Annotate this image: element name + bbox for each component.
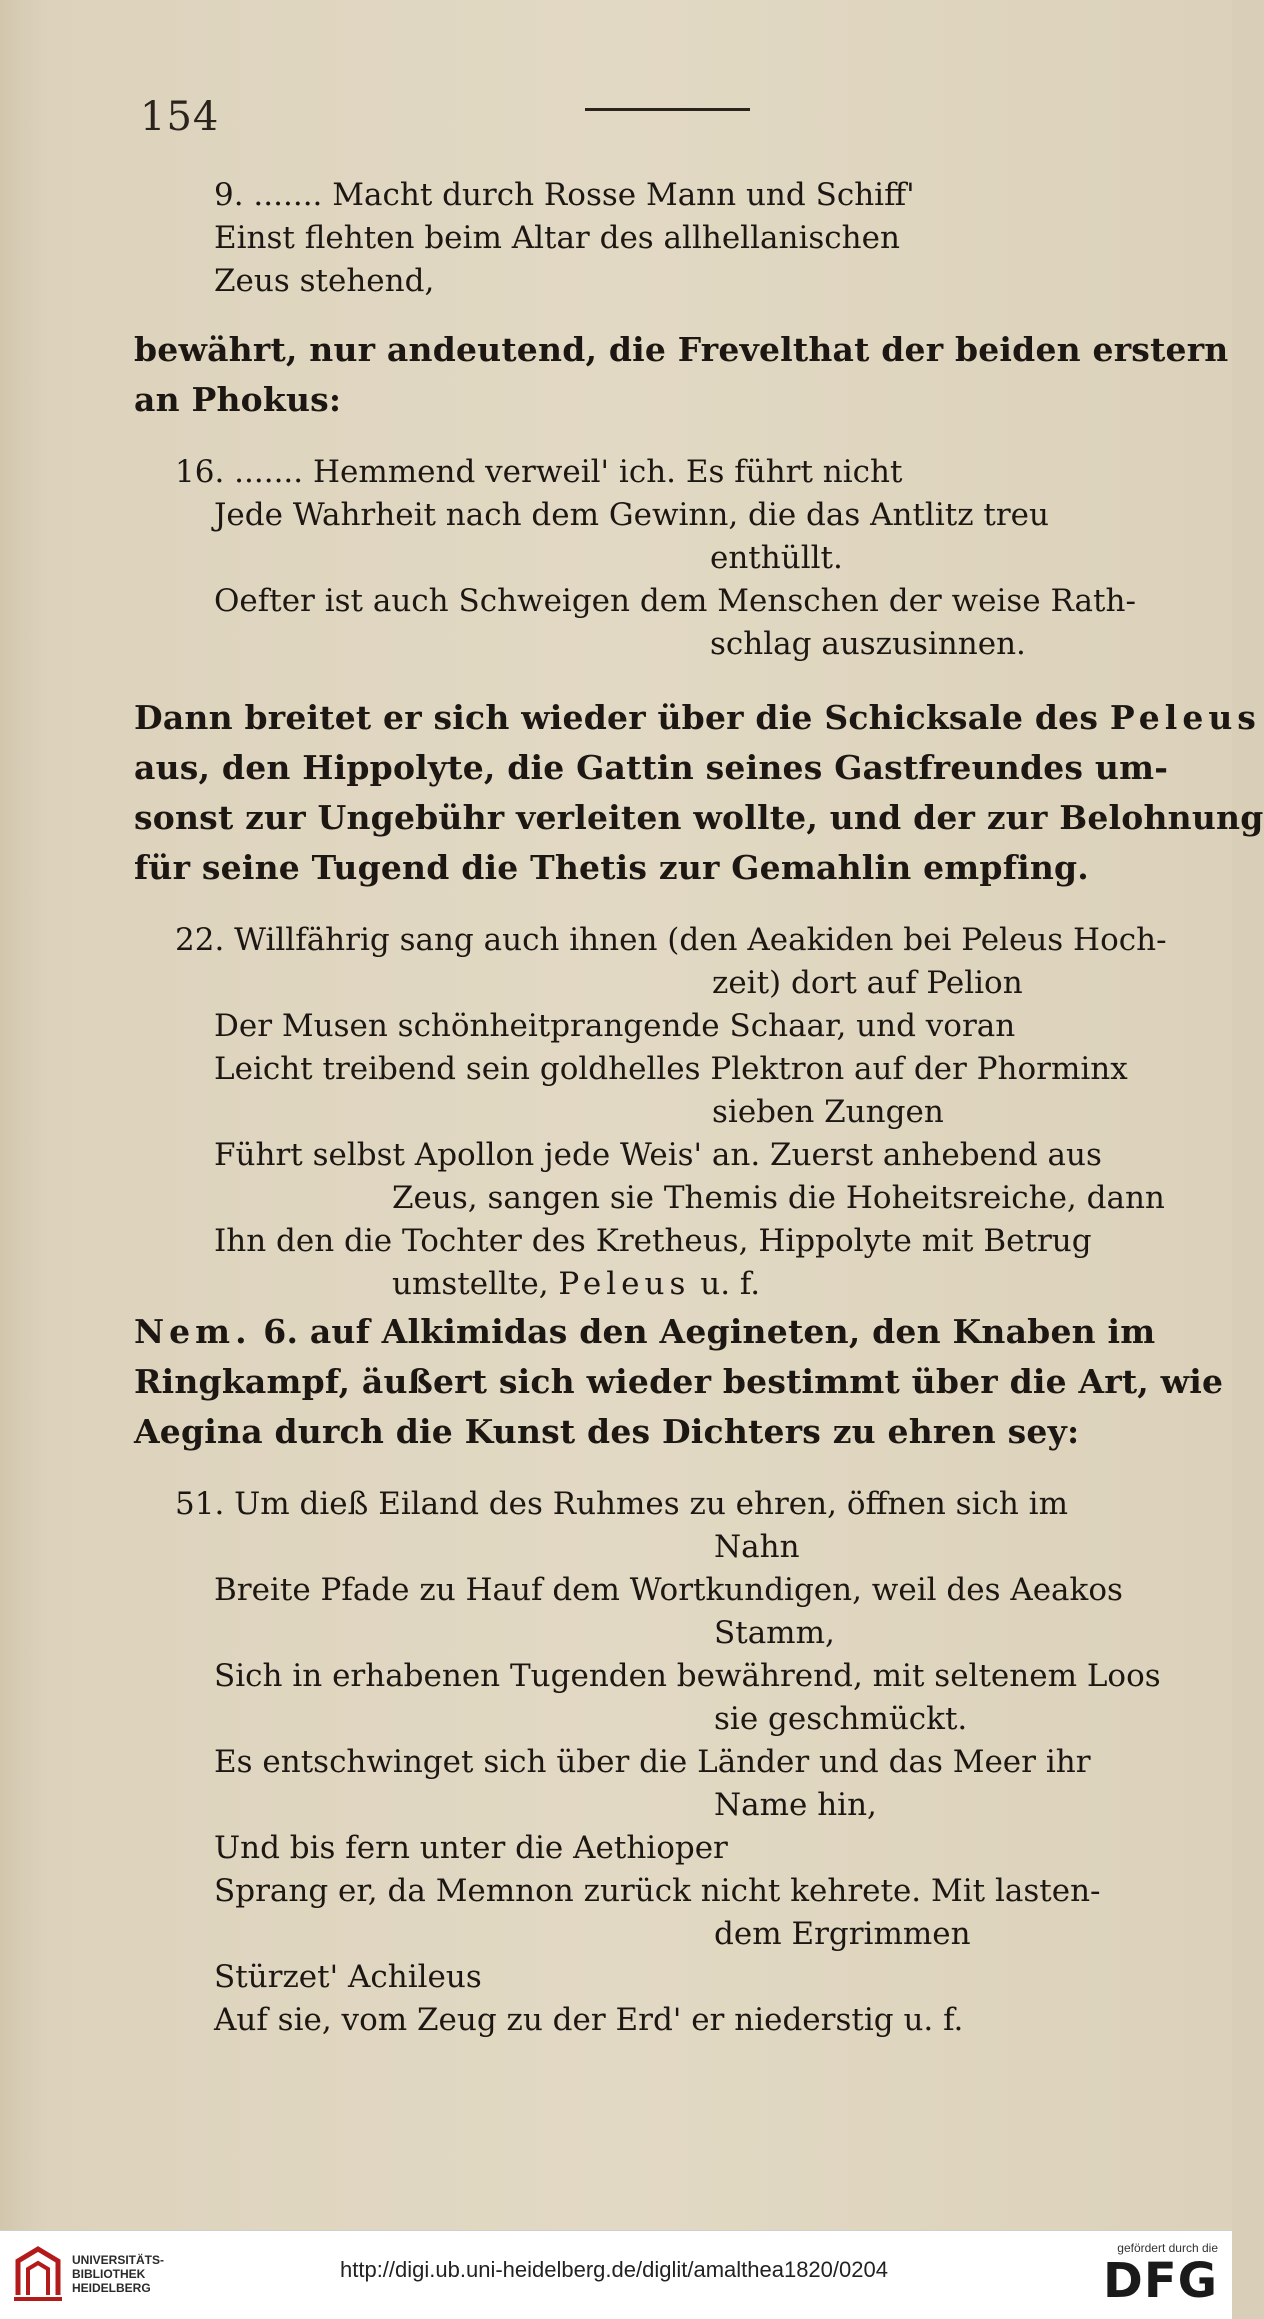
text-line: Sprang er, da Memnon zurück nicht kehrete. Mit lasten- [214, 1873, 1101, 1909]
name-spaced: Peleus [558, 1266, 691, 1302]
text-line: Ihn den die Tochter des Kretheus, Hippolyte mit Betrug [214, 1223, 1092, 1259]
text-line: 51. Um dieß Eiland des Ruhmes zu ehren, öffnen sich im [175, 1486, 1068, 1522]
abbrev-spaced: Nem. [134, 1312, 252, 1351]
text-line: Der Musen schönheitprangende Schaar, und voran [214, 1008, 1016, 1044]
permalink-url[interactable]: http://digi.ub.uni-heidelberg.de/diglit/amalthea1820/0204 [340, 2257, 888, 2282]
library-name: UNIVERSITÄTS- BIBLIOTHEK HEIDELBERG [72, 2253, 165, 2295]
text-line: Leicht treibend sein goldhelles Plektron auf der Phorminx [214, 1051, 1128, 1087]
text-line: Auf sie, vom Zeug zu der Erd' er niederstig u. f. [214, 2002, 964, 2038]
text-line: Oefter ist auch Schweigen dem Menschen der weise Rath- [214, 583, 1136, 619]
text-line: 16. ....... Hemmend verweil' ich. Es führt nicht [175, 454, 903, 490]
sponsor-text: gefördert durch die [1117, 2241, 1218, 2255]
heidelberg-library-logo-icon [12, 2243, 64, 2303]
page-number: 154 [140, 94, 220, 140]
text-line: dem Ergrimmen [714, 1916, 971, 1952]
text-line: sonst zur Ungebühr verleiten wollte, und der zur Belohnung [134, 798, 1264, 837]
text-line: an Phokus: [134, 380, 342, 419]
text-line: Sich in erhabenen Tugenden bewährend, mit seltenem Loos [214, 1658, 1161, 1694]
text-line: Ringkampf, äußert sich wieder bestimmt über die Art, wie [134, 1362, 1224, 1401]
text-line: Breite Pfade zu Hauf dem Wortkundigen, weil des Aeakos [214, 1572, 1123, 1608]
text-line: Nahn [714, 1529, 800, 1565]
viewer-footer [0, 2230, 1232, 2319]
sponsor-block [1103, 2241, 1218, 2307]
text-line: Einst flehten beim Altar des allhellanischen [214, 220, 900, 256]
text-span: Dann breitet er sich wieder über die Schicksale des [134, 698, 1099, 737]
text-line: Es entschwinget sich über die Länder und das Meer ihr [214, 1744, 1091, 1780]
text-line [392, 1262, 760, 1306]
text-line: zeit) dort auf Pelion [712, 965, 1023, 1001]
text-line: Jede Wahrheit nach dem Gewinn, die das Antlitz treu [214, 497, 1049, 533]
text-line: Stürzet' Achileus [214, 1959, 482, 1995]
text-line: Zeus stehend, [214, 263, 435, 299]
text-line: Führt selbst Apollon jede Weis' an. Zuerst anhebend aus [214, 1137, 1102, 1173]
text-line: Stamm, [714, 1615, 835, 1651]
text-line: Aegina durch die Kunst des Dichters zu ehren sey: [134, 1412, 1080, 1451]
text-span: 6. auf Alkimidas den Aegineten, den Knaben im [263, 1312, 1156, 1351]
text-line: sie geschmückt. [714, 1701, 968, 1737]
header-rule [585, 108, 750, 111]
text-line: für seine Tugend die Thetis zur Gemahlin empfing. [134, 848, 1089, 887]
text-line: schlag auszusinnen. [710, 626, 1026, 662]
text-line: enthüllt. [710, 540, 843, 576]
text-line: sieben Zungen [712, 1094, 944, 1130]
text-line [134, 1310, 1155, 1354]
text-line: Und bis fern unter die Aethioper [214, 1830, 728, 1866]
dfg-logo: DFG [1102, 2253, 1218, 2309]
text-line: aus, den Hippolyte, die Gattin seines Gastfreundes um- [134, 748, 1169, 787]
text-line: Name hin, [714, 1787, 877, 1823]
name-spaced: Peleus [1109, 698, 1261, 737]
text-span: umstellte, [392, 1266, 549, 1302]
text-line: 22. Willfährig sang auch ihnen (den Aeakiden bei Peleus Hoch- [175, 922, 1167, 958]
text-line [134, 696, 1261, 740]
text-line: Zeus, sangen sie Themis die Hoheitsreiche, dann [392, 1180, 1165, 1216]
text-line: 9. ....... Macht durch Rosse Mann und Schiff' [214, 177, 915, 213]
text-span: u. f. [700, 1266, 761, 1302]
text-line: bewährt, nur andeutend, die Frevelthat der beiden erstern [134, 330, 1229, 369]
